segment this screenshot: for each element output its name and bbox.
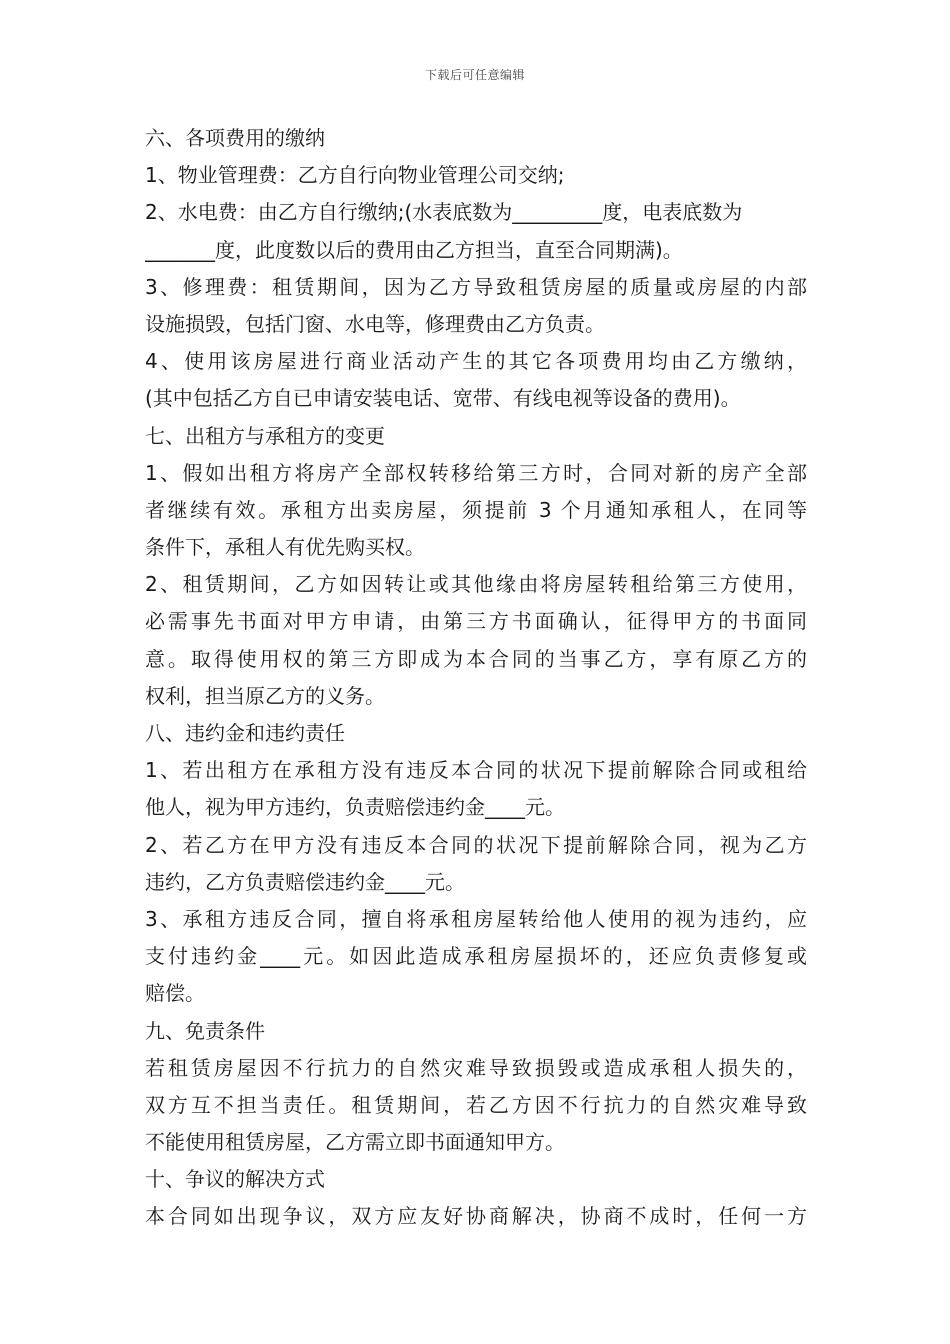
text-line: 1、若出租方在承租方没有违反本合同的状况下提前解除合同或租给 bbox=[145, 758, 807, 783]
text-line: 条件下，承租人有优先购买权。 bbox=[145, 535, 425, 560]
text-line: 意。取得使用权的第三方即成为本合同的当事乙方，享有原乙方的 bbox=[145, 646, 807, 671]
text-line: 七、出租方与承租方的变更 bbox=[145, 423, 385, 448]
text-line: 本合同如出现争议，双方应友好协商解决，协商不成时，任何一方 bbox=[145, 1204, 807, 1229]
header-note: 下载后可任意编辑 bbox=[424, 68, 525, 82]
document-body bbox=[145, 120, 807, 1236]
text-line: 2、租赁期间，乙方如因转让或其他缘由将房屋转租给第三方使用， bbox=[145, 572, 807, 597]
text-line: 2、水电费：由乙方自行缴纳;(水表底数为_________度，电表底数为 bbox=[145, 200, 743, 225]
text-line: 必需事先书面对甲方申请，由第三方书面确认，征得甲方的书面同 bbox=[145, 609, 807, 634]
text-line: 权利，担当原乙方的义务。 bbox=[145, 683, 385, 708]
text-line: 设施损毁，包括门窗、水电等，修理费由乙方负责。 bbox=[145, 311, 605, 336]
text-line: 九、免责条件 bbox=[145, 1018, 265, 1043]
text-line: 者继续有效。承租方出卖房屋，须提前 3 个月通知承租人，在同等 bbox=[145, 497, 807, 522]
text-line: 双方互不担当责任。租赁期间，若乙方因不行抗力的自然灾难导致 bbox=[145, 1092, 807, 1117]
text-line: _______度，此度数以后的费用由乙方担当，直至合同期满)。 bbox=[145, 237, 683, 262]
text-line: 若租赁房屋因不行抗力的自然灾难导致损毁或造成承租人损失的， bbox=[145, 1055, 807, 1080]
text-line: 1、假如出租方将房产全部权转移给第三方时，合同对新的房产全部 bbox=[145, 460, 807, 485]
text-line: 4、使用该房屋进行商业活动产生的其它各项费用均由乙方缴纳， bbox=[145, 349, 807, 374]
text-line: 支付违约金____元。如因此造成承租房屋损坏的，还应负责修复或 bbox=[145, 944, 807, 969]
text-line: 不能使用租赁房屋，乙方需立即书面通知甲方。 bbox=[145, 1130, 565, 1155]
text-line: 十、争议的解决方式 bbox=[145, 1167, 325, 1192]
text-line: 3、修理费：租赁期间，因为乙方导致租赁房屋的质量或房屋的内部 bbox=[145, 274, 807, 299]
text-line: 3、承租方违反合同，擅自将承租房屋转给他人使用的视为违约，应 bbox=[145, 906, 807, 931]
text-line: 六、各项费用的缴纳 bbox=[145, 126, 325, 150]
text-line: 赔偿。 bbox=[145, 981, 205, 1006]
text-line: 1、物业管理费：乙方自行向物业管理公司交纳; bbox=[145, 163, 565, 188]
text-line: (其中包括乙方自已申请安装电话、宽带、有线电视等设备的费用)。 bbox=[145, 386, 741, 411]
text-line: 2、若乙方在甲方没有违反本合同的状况下提前解除合同，视为乙方 bbox=[145, 832, 807, 857]
text-line: 他人，视为甲方违约，负责赔偿违约金____元。 bbox=[145, 795, 565, 820]
text-line: 八、违约金和违约责任 bbox=[145, 721, 345, 745]
text-line: 违约，乙方负责赔偿违约金____元。 bbox=[145, 869, 465, 894]
